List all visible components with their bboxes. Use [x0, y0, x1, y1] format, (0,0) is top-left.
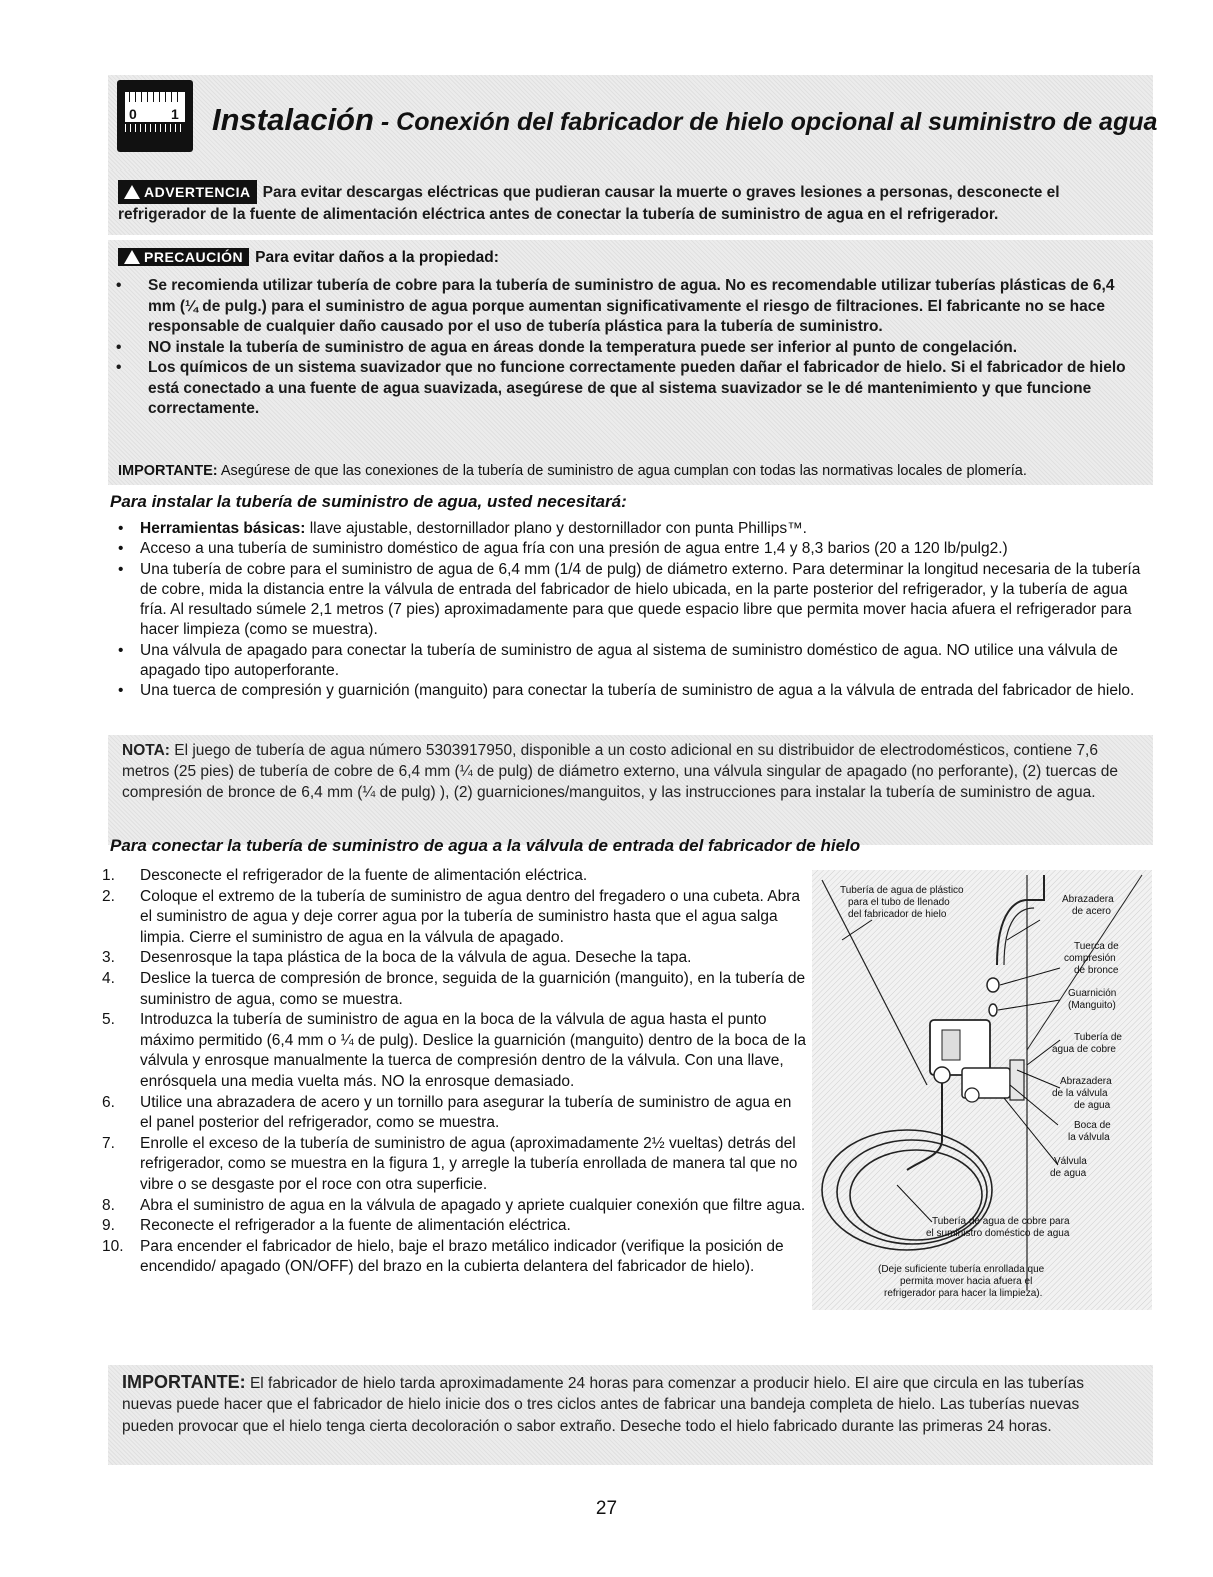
- nota-text: El juego de tubería de agua número 5303917950, disponible a un costo adicional en su distribuidor de electrodomésticos, contiene 7,6 metros (25 pies) de tubería de cobre de 6,4 mm (¼ de pulg) de diámetro externo, una válvula singular de apagado (no perforante), (2) tuercas de compresión de bronce de 6,4 mm (¼ de pulg) ), (2) guarniciones/manguitos, y las instrucciones para instalar la tubería de suministro de agua.: [122, 742, 1119, 801]
- step-item: 7. Enrolle el exceso de la tubería de suministro de agua (aproximadamente 2½ vueltas) detrás del refrigerador, como se muestra en la figura 1, y arregle la tubería enrollada de manera tal que no vibre o se desgaste por el roce con otra superficie.: [102, 1134, 798, 1193]
- caution-item: • NO instale la tubería de suministro de agua en áreas donde la temperatura puede ser inferior al punto de congelación.: [110, 338, 1140, 359]
- label-supply-1: Tubería de agua de cobre para: [932, 1216, 1070, 1227]
- ruler-icon: [117, 80, 193, 152]
- label-steel-clamp-1: Abrazadera: [1062, 894, 1114, 905]
- label-valve-clamp-1: Abrazadera: [1060, 1076, 1112, 1087]
- page-title: [212, 102, 1157, 138]
- tools-label: Herramientas básicas:: [140, 520, 306, 537]
- importante-label: IMPORTANTE:: [118, 463, 218, 479]
- sleeve-icon: [989, 1004, 997, 1016]
- needs-item-tools: [118, 519, 1148, 539]
- label-note-1: (Deje suficiente tubería enrollada que: [878, 1264, 1045, 1275]
- label-plastic-tube-3: del fabricador de hielo: [848, 909, 947, 920]
- connect-heading: Para conectar la tubería de suministro de agua a la válvula de entrada del fabricador de hielo: [110, 836, 861, 855]
- needs-item: • Una tuerca de compresión y guarnición (manguito) para conectar la tubería de suministro de agua a la válvula de entrada del fabricador de hielo.: [118, 681, 1148, 701]
- caution-heading-text: Para evitar daños a la propiedad:: [255, 249, 499, 266]
- needs-list: [118, 519, 1148, 702]
- nota-label: NOTA:: [122, 742, 170, 759]
- needs-item: • Una tubería de cobre para el suministro de agua de 6,4 mm (1/4 de pulg) de diámetro externo. Para determinar la longitud necesaria de la tubería de cobre, mida la distancia entre la válvula de entrada del fabricador de hielo ubicada, en la parte posterior del refrigerador, y la tubería de agua fría. Al resultado súmele 2,1 metros (7 pies) aproximadamente para que quede espacio libre que permita mover hacia afuera el refrigerador para hacer limpieza (como se muestra).: [118, 560, 1148, 641]
- tools-text: llave ajustable, destornillador plano y destornillador con punta Phillips™.: [305, 520, 807, 537]
- page-title-rest: - Conexión del fabricador de hielo opcional al suministro de agua: [373, 108, 1158, 136]
- ruler-digit-right: 1: [171, 106, 179, 122]
- label-plastic-tube-2: para el tubo de llenado: [848, 897, 950, 908]
- importante-label: IMPORTANTE:: [122, 1372, 246, 1392]
- label-nut-1: Tuerca de: [1074, 941, 1119, 952]
- step-item: 5. Introduzca la tubería de suministro de agua en la boca de la válvula de agua hasta el punto máximo permitido (6,4 mm o ¼ de pulg). Deslice la guarnición (manguito) dentro de la boca de la válvula y enrosque manualmente la tuerca de compresión dentro de la válvula. Con una llave, enrósquela una media vuelta más. NO la enrosque demasiado.: [102, 1011, 806, 1090]
- step-item: 3. Desenrosque la tapa plástica de la boca de la válvula de agua. Deseche la tapa.: [102, 949, 692, 967]
- water-valve-diagram: [812, 870, 1152, 1315]
- needs-item: • Acceso a una tubería de suministro doméstico de agua fría con una presión de agua entre 1,4 y 8,3 barios (20 a 120 lb/pulg2.): [118, 539, 1148, 559]
- caution-item: • Los químicos de un sistema suavizador que no funcione correctamente pueden dañar el fabricador de hielo. Si el fabricador de hielo está conectado a una fuente de agua suavizada, asegúrese de que al sistema suavizador se le dé mantenimiento y que funcione correctamente.: [110, 358, 1140, 420]
- label-inlet-2: la válvula: [1068, 1132, 1110, 1143]
- needs-heading: Para instalar la tubería de suministro de agua, usted necesitará:: [110, 492, 627, 511]
- warning-block: [118, 180, 1140, 226]
- warning-triangle-icon: [124, 185, 140, 199]
- label-steel-clamp-2: de acero: [1072, 906, 1111, 917]
- label-note-3: refrigerador para hacer la limpieza).: [884, 1288, 1043, 1299]
- caution-item: • Se recomienda utilizar tubería de cobre para la tubería de suministro de agua. No es recomendable utilizar tuberías plásticas de 6,4 mm (¼ de pulg.) para el suministro de agua porque aumentan significativamente el riesgo de filtraciones. El fabricante no se hace responsable de cualquier daño causado por el uso de tubería plástica para la tubería de suministro.: [110, 276, 1140, 338]
- importante-note-ice: [122, 1372, 1132, 1437]
- importante-text: Asegúrese de que las conexiones de la tubería de suministro de agua cumplan con todas las normativas locales de plomería.: [217, 463, 1027, 479]
- label-nut-2: compresión: [1064, 953, 1116, 964]
- step-item: 2. Coloque el extremo de la tubería de suministro de agua dentro del fregadero o una cubeta. Abra el suministro de agua y deje correr agua por la tubería de suministro hasta que el agua salga limpia. Cierre el suministro de agua en la válvula de apagado.: [102, 887, 801, 946]
- label-note-2: permita mover hacia afuera el: [900, 1276, 1033, 1287]
- ruler-digit-left: 0: [129, 106, 137, 122]
- label-inlet-1: Boca de: [1074, 1120, 1111, 1131]
- label-sleeve-2: (Manguito): [1068, 1000, 1116, 1011]
- step-item: 4. Deslice la tuerca de compresión de bronce, seguida de la guarnición (manguito), en la tubería de suministro de agua, como se muestra.: [102, 969, 806, 1008]
- caution-list: [110, 276, 1140, 420]
- label-plastic-tube-1: Tubería de agua de plástico: [840, 885, 964, 896]
- step-item: 10. Para encender el fabricador de hielo, baje el brazo metálico indicador (verifique la posición de encendido/ apagado (ON/OFF) del brazo en la cubierta delantera del fabricador de hielo).: [102, 1237, 784, 1276]
- step-item: 6. Utilice una abrazadera de acero y un tornillo para asegurar la tubería de suministro de agua en el panel posterior del refrigerador, como se muestra.: [102, 1093, 792, 1132]
- nota-block: [122, 740, 1132, 803]
- importante-text: El fabricador de hielo tarda aproximadamente 24 horas para comenzar a producir hielo. El aire que circula en las tuberías nuevas puede hacer que el fabricador de hielo inicie dos o tres ciclos antes de fabricar una bandeja completa de hielo. Las tuberías nuevas pueden provocar que el hielo tenga cierta decoloración o sabor extraño. Deseche todo el hielo fabricado durante las primeras 24 horas.: [122, 1375, 1084, 1435]
- caution-heading: [118, 248, 499, 267]
- warning-badge-label: ADVERTENCIA: [144, 184, 251, 200]
- label-supply-2: el suministro doméstico de agua: [926, 1228, 1070, 1239]
- importante-note-plumbing: [118, 463, 1148, 479]
- step-item: 8. Abra el suministro de agua en la válvula de apagado y apriete cualquier conexión que filtre agua.: [102, 1196, 806, 1214]
- label-nut-3: de bronce: [1074, 965, 1119, 976]
- label-valve-clamp-3: de agua: [1074, 1100, 1111, 1111]
- caution-badge-label: PRECAUCIÓN: [144, 249, 244, 265]
- warning-text: Para evitar descargas eléctricas que pudieran causar la muerte o graves lesiones a personas, desconecte el refrigerador de la fuente de alimentación eléctrica antes de conectar la tubería de suministro de agua en el refrigerador.: [118, 184, 1060, 223]
- label-copper-1: Tubería de: [1074, 1032, 1122, 1043]
- warning-badge: [118, 180, 257, 204]
- page-title-main: Instalación: [212, 102, 374, 137]
- page-number: 27: [595, 1498, 618, 1519]
- needs-item: • Una válvula de apagado para conectar la tubería de suministro de agua al sistema de suministro doméstico de agua. NO utilice una válvula de apagado tipo autoperforante.: [118, 641, 1148, 682]
- label-copper-2: agua de cobre: [1052, 1044, 1116, 1055]
- label-valve-1: Válvula: [1054, 1156, 1087, 1167]
- step-item: 1. Desconecte el refrigerador de la fuente de alimentación eléctrica.: [102, 867, 588, 884]
- label-valve-2: de agua: [1050, 1168, 1087, 1179]
- steps-list: [102, 866, 807, 1278]
- caution-triangle-icon: [124, 250, 140, 264]
- label-sleeve-1: Guarnición: [1068, 988, 1117, 999]
- label-valve-clamp-2: de la válvula: [1052, 1088, 1108, 1099]
- caution-badge: [118, 248, 249, 266]
- step-item: 9. Reconecte el refrigerador a la fuente de alimentación eléctrica.: [102, 1217, 571, 1235]
- compression-nut-icon: [987, 978, 999, 992]
